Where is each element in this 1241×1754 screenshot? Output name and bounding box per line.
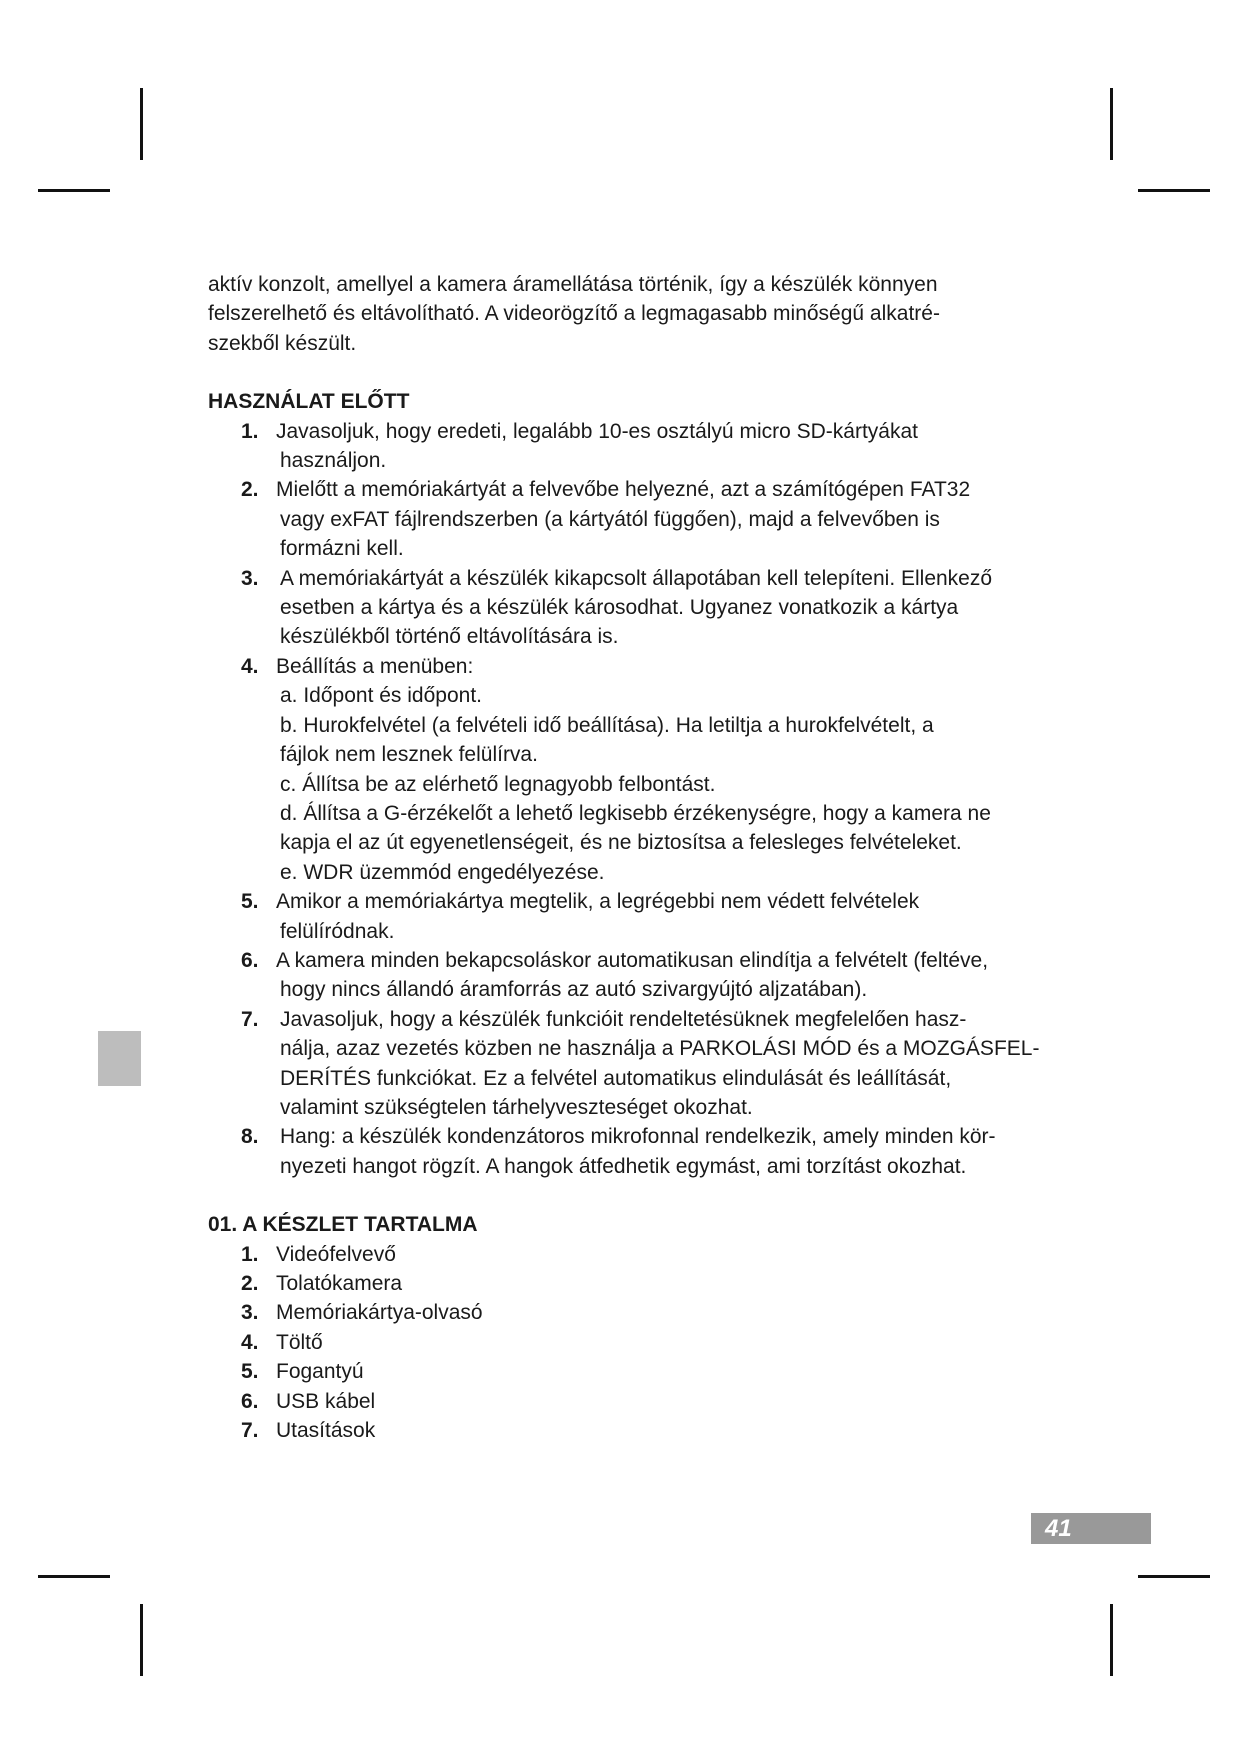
list-item-line: DERÍTÉS funkciókat. Ez a felvétel automatikus elindulását és leállítását, [280, 1066, 952, 1090]
list-item-line: nálja, azaz vezetés közben ne használja a PARKOLÁSI MÓD és a MOZGÁSFEL- [280, 1037, 1040, 1061]
section-heading-before-use: HASZNÁLAT ELŐTT [208, 390, 410, 414]
list-item-number: 5. [241, 890, 259, 914]
sub-item-line: e. WDR üzemmód engedélyezése. [280, 860, 605, 884]
list-item-line: Beállítás a menüben: [276, 654, 474, 678]
package-contents-list [208, 1240, 1068, 1446]
section-heading-package-contents: 01. A KÉSZLET TARTALMA [208, 1213, 478, 1237]
page-content [208, 270, 1068, 1445]
list-item-line: Javasoljuk, hogy eredeti, legalább 10-es osztályú micro SD-kártyákat [276, 419, 918, 443]
list-item-number: 6. [241, 948, 259, 972]
sub-item-line: fájlok nem lesznek felülírva. [280, 743, 538, 767]
list-item-number: 8. [241, 1125, 259, 1149]
list-item-line: nyezeti hangot rögzít. A hangok átfedhetik egymást, ami torzítást okozhat. [280, 1154, 967, 1178]
crop-mark-top-right-horizontal [1138, 189, 1210, 192]
list-item [208, 1298, 1068, 1327]
list-item-line: Mielőtt a memóriakártyát a felvevőbe helyezné, azt a számítógépen FAT32 [276, 478, 971, 502]
list-item-number: 1. [241, 419, 259, 443]
list-item [208, 1269, 1068, 1298]
list-item [208, 1416, 1068, 1445]
list-item-line: valamint szükségtelen tárhelyveszteséget okozhat. [280, 1095, 753, 1119]
list-item-number: 2. [241, 478, 259, 502]
list-item-text: Videófelvevő [276, 1242, 396, 1266]
list-item [208, 1005, 1068, 1123]
list-item-text: Fogantyú [276, 1360, 364, 1384]
list-item-number: 7. [241, 1419, 259, 1443]
list-item-number: 4. [241, 1330, 259, 1354]
list-item-number: 3. [241, 1301, 259, 1325]
list-item-line: készülékből történő eltávolítására is. [280, 625, 619, 649]
sub-item-line: c. Állítsa be az elérhető legnagyobb felbontást. [280, 772, 716, 796]
list-item-text: Utasítások [276, 1419, 376, 1443]
list-item-number: 6. [241, 1389, 259, 1413]
list-item [208, 417, 1068, 476]
intro-line: felszerelhető és eltávolítható. A videorögzítő a legmagasabb minőségű alkatré- [208, 302, 940, 326]
list-item [208, 564, 1068, 652]
sub-item-line: b. Hurokfelvétel (a felvételi idő beállítása). Ha letiltja a hurokfelvételt, a [280, 713, 934, 737]
list-item-line: Javasoljuk, hogy a készülék funkcióit rendeltetésüknek megfelelően hasz- [280, 1007, 967, 1031]
before-use-list [208, 417, 1068, 1182]
intro-line: aktív konzolt, amellyel a kamera áramellátása történik, így a készülék könnyen [208, 273, 938, 296]
crop-mark-bottom-left-vertical [140, 1604, 143, 1676]
list-item-number: 3. [241, 566, 259, 590]
list-item [208, 475, 1068, 563]
crop-mark-top-right-vertical [1110, 88, 1113, 160]
list-item-line: Amikor a memóriakártya megtelik, a legrégebbi nem védett felvételek [276, 890, 920, 914]
list-item-text: Memóriakártya-olvasó [276, 1301, 483, 1325]
crop-mark-bottom-right-horizontal [1138, 1575, 1210, 1578]
list-item-number: 5. [241, 1360, 259, 1384]
list-item-line: vagy exFAT fájlrendszerben (a kártyától függően), majd a felvevőben is [280, 507, 940, 531]
list-item-line: használjon. [280, 449, 387, 473]
crop-mark-bottom-right-vertical [1110, 1604, 1113, 1676]
list-item [208, 1387, 1068, 1416]
list-item [208, 1122, 1068, 1181]
list-item-line: felülíródnak. [280, 919, 395, 943]
sub-item-line: d. Állítsa a G-érzékelőt a lehető legkisebb érzékenységre, hogy a kamera ne [280, 801, 991, 825]
crop-mark-top-left-horizontal [38, 189, 110, 192]
crop-mark-bottom-left-horizontal [38, 1575, 110, 1578]
list-item-text: Töltő [276, 1330, 323, 1354]
list-item [208, 946, 1068, 1005]
list-item-line: A memóriakártyát a készülék kikapcsolt állapotában kell telepíteni. Ellenkező [280, 566, 993, 590]
sub-item-line: kapja el az út egyenetlenségeit, és ne biztosítsa a felesleges felvételeket. [280, 831, 962, 855]
list-item [208, 652, 1068, 887]
list-item [208, 1328, 1068, 1357]
intro-paragraph [208, 270, 1068, 358]
list-item-line: hogy nincs állandó áramforrás az autó szivargyújtó aljzatában). [280, 978, 868, 1002]
list-item-text: Tolatókamera [276, 1272, 403, 1295]
list-item [208, 1357, 1068, 1386]
list-item-line: A kamera minden bekapcsoláskor automatikusan elindítja a felvételt (feltéve, [276, 948, 989, 972]
side-thumb-tab [98, 1031, 141, 1086]
crop-mark-top-left-vertical [140, 88, 143, 160]
list-item [208, 887, 1068, 946]
list-item-line: esetben a kártya és a készülék károsodhat. Ugyanez vonatkozik a kártya [280, 596, 959, 620]
page-number: 41 [1031, 1513, 1151, 1544]
list-item-number: 7. [241, 1007, 259, 1031]
sub-item-line: a. Időpont és időpont. [280, 684, 482, 708]
list-item-number: 1. [241, 1242, 259, 1266]
list-item [208, 1240, 1068, 1269]
list-item-number: 2. [241, 1272, 259, 1295]
list-item-line: formázni kell. [280, 537, 404, 561]
intro-line: szekből készült. [208, 331, 357, 355]
list-item-number: 4. [241, 654, 259, 678]
list-item-text: USB kábel [276, 1389, 376, 1413]
list-item-line: Hang: a készülék kondenzátoros mikrofonnal rendelkezik, amely minden kör- [280, 1125, 996, 1149]
